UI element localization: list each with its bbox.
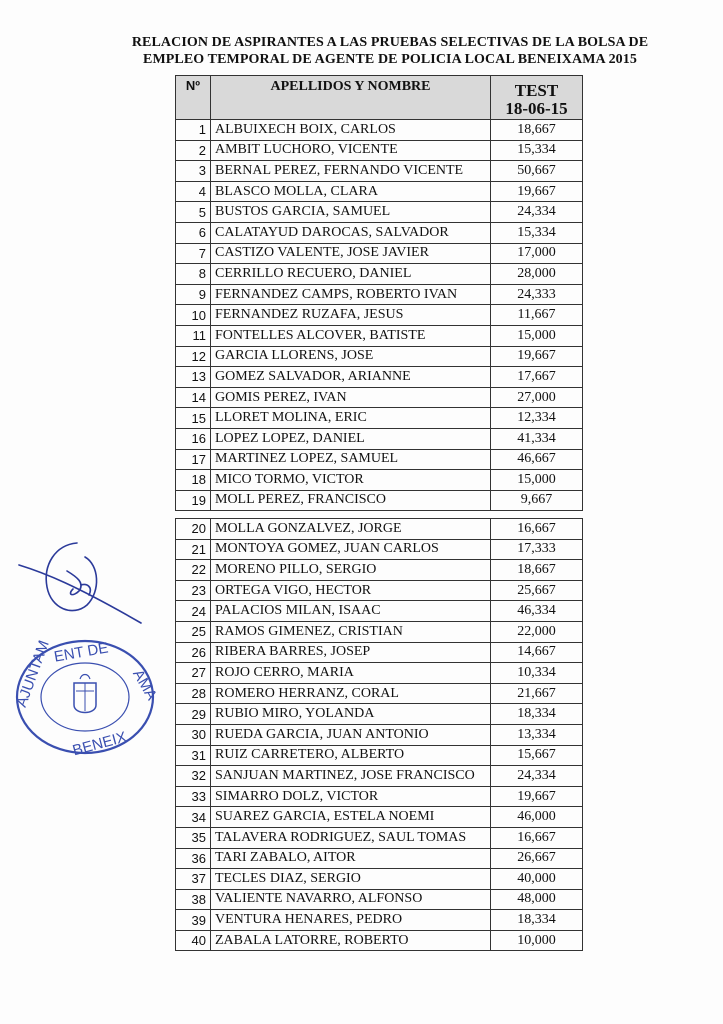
row-name: SANJUAN MARTINEZ, JOSE FRANCISCO: [211, 766, 491, 787]
row-number: 14: [176, 387, 211, 408]
table-row: [176, 202, 583, 223]
row-score: 17,667: [491, 367, 583, 388]
table-row: [176, 766, 583, 787]
table-header-row: [176, 76, 583, 120]
row-name: GOMEZ SALVADOR, ARIANNE: [211, 367, 491, 388]
row-name: ZABALA LATORRE, ROBERTO: [211, 930, 491, 951]
header-test: [491, 76, 583, 120]
row-score: 15,667: [491, 745, 583, 766]
table-row: [176, 848, 583, 869]
row-score: 17,000: [491, 243, 583, 264]
row-name: BLASCO MOLLA, CLARA: [211, 181, 491, 202]
row-score: 50,667: [491, 161, 583, 182]
title-line-2: EMPLEO TEMPORAL DE AGENTE DE POLICIA LOCAL BENEIXAMA 2015: [143, 52, 637, 67]
row-number: 7: [176, 243, 211, 264]
row-number: 38: [176, 889, 211, 910]
row-score: 12,334: [491, 408, 583, 429]
table-row: [176, 889, 583, 910]
row-number: 23: [176, 580, 211, 601]
row-score: 18,334: [491, 910, 583, 931]
row-score: 15,334: [491, 222, 583, 243]
row-number: 20: [176, 519, 211, 540]
table-row: [176, 264, 583, 285]
row-name: BUSTOS GARCIA, SAMUEL: [211, 202, 491, 223]
row-score: 22,000: [491, 621, 583, 642]
row-name: SUAREZ GARCIA, ESTELA NOEMI: [211, 807, 491, 828]
table-row: [176, 346, 583, 367]
row-score: 48,000: [491, 889, 583, 910]
row-score: 19,667: [491, 786, 583, 807]
row-number: 15: [176, 408, 211, 429]
row-name: MORENO PILLO, SERGIO: [211, 560, 491, 581]
table-row: [176, 786, 583, 807]
row-score: 18,334: [491, 704, 583, 725]
document-title: [95, 34, 685, 68]
table-row: [176, 243, 583, 264]
row-name: CASTIZO VALENTE, JOSE JAVIER: [211, 243, 491, 264]
row-name: ROJO CERRO, MARIA: [211, 663, 491, 684]
row-score: 27,000: [491, 387, 583, 408]
table-row: [176, 408, 583, 429]
row-name: RUEDA GARCIA, JUAN ANTONIO: [211, 724, 491, 745]
row-score: 13,334: [491, 724, 583, 745]
row-number: 12: [176, 346, 211, 367]
table-body-part-1: [176, 120, 583, 511]
row-score: 18,667: [491, 120, 583, 141]
table-row: [176, 305, 583, 326]
row-number: 17: [176, 449, 211, 470]
header-test-date: 18-06-15: [505, 99, 568, 118]
row-number: 2: [176, 140, 211, 161]
seal-text-top: ENT DE: [52, 639, 110, 666]
row-name: FERNANDEZ RUZAFA, JESUS: [211, 305, 491, 326]
row-score: 26,667: [491, 848, 583, 869]
row-name: ORTEGA VIGO, HECTOR: [211, 580, 491, 601]
row-number: 6: [176, 222, 211, 243]
table-row: [176, 449, 583, 470]
row-number: 29: [176, 704, 211, 725]
table-row: [176, 120, 583, 141]
row-number: 5: [176, 202, 211, 223]
row-name: ALBUIXECH BOIX, CARLOS: [211, 120, 491, 141]
table-row: [176, 387, 583, 408]
table-row: [176, 642, 583, 663]
row-number: 30: [176, 724, 211, 745]
header-number: Nº: [176, 76, 211, 120]
row-name: MONTOYA GOMEZ, JUAN CARLOS: [211, 539, 491, 560]
row-score: 15,334: [491, 140, 583, 161]
row-name: ROMERO HERRANZ, CORAL: [211, 683, 491, 704]
table-row: [176, 807, 583, 828]
table-row: [176, 428, 583, 449]
table-row: [176, 222, 583, 243]
signature: [15, 525, 155, 635]
row-name: SIMARRO DOLZ, VICTOR: [211, 786, 491, 807]
table-row: [176, 827, 583, 848]
table-row: [176, 580, 583, 601]
row-number: 10: [176, 305, 211, 326]
row-number: 18: [176, 470, 211, 491]
row-number: 16: [176, 428, 211, 449]
row-score: 14,667: [491, 642, 583, 663]
seal-text-left: AJUNTAM: [12, 638, 53, 710]
table-row: [176, 181, 583, 202]
row-number: 31: [176, 745, 211, 766]
table-row: [176, 724, 583, 745]
row-score: 16,667: [491, 827, 583, 848]
header-test-label: TEST: [514, 81, 559, 100]
seal-text-right: AMA: [129, 666, 160, 704]
row-number: 36: [176, 848, 211, 869]
table-row: [176, 663, 583, 684]
row-score: 28,000: [491, 264, 583, 285]
row-score: 41,334: [491, 428, 583, 449]
row-number: 11: [176, 325, 211, 346]
row-score: 19,667: [491, 181, 583, 202]
row-number: 32: [176, 766, 211, 787]
row-number: 26: [176, 642, 211, 663]
municipal-seal: [10, 635, 160, 760]
row-score: 19,667: [491, 346, 583, 367]
row-number: 8: [176, 264, 211, 285]
row-score: 46,667: [491, 449, 583, 470]
table-row: [176, 367, 583, 388]
seal-text-bottom: BENEIX: [70, 728, 129, 760]
row-number: 4: [176, 181, 211, 202]
row-number: 1: [176, 120, 211, 141]
row-name: GARCIA LLORENS, JOSE: [211, 346, 491, 367]
row-score: 10,334: [491, 663, 583, 684]
title-line-1: RELACION DE ASPIRANTES A LAS PRUEBAS SELECTIVAS DE LA BOLSA DE: [131, 35, 649, 50]
row-name: LLORET MOLINA, ERIC: [211, 408, 491, 429]
table-row: [176, 704, 583, 725]
table-row: [176, 140, 583, 161]
row-name: MICO TORMO, VICTOR: [211, 470, 491, 491]
row-score: 24,333: [491, 284, 583, 305]
table-body-part-2: [176, 519, 583, 951]
row-score: 11,667: [491, 305, 583, 326]
row-name: RUBIO MIRO, YOLANDA: [211, 704, 491, 725]
row-score: 16,667: [491, 519, 583, 540]
row-name: VALIENTE NAVARRO, ALFONSO: [211, 889, 491, 910]
row-score: 24,334: [491, 202, 583, 223]
row-number: 40: [176, 930, 211, 951]
table-row: [176, 519, 583, 540]
row-name: CALATAYUD DAROCAS, SALVADOR: [211, 222, 491, 243]
row-name: FONTELLES ALCOVER, BATISTE: [211, 325, 491, 346]
row-number: 21: [176, 539, 211, 560]
table-row: [176, 869, 583, 890]
row-name: MOLL PEREZ, FRANCISCO: [211, 490, 491, 511]
table-row: [176, 683, 583, 704]
row-score: 24,334: [491, 766, 583, 787]
row-name: BERNAL PEREZ, FERNANDO VICENTE: [211, 161, 491, 182]
row-name: TECLES DIAZ, SERGIO: [211, 869, 491, 890]
row-name: GOMIS PEREZ, IVAN: [211, 387, 491, 408]
table-row: [176, 560, 583, 581]
row-name: FERNANDEZ CAMPS, ROBERTO IVAN: [211, 284, 491, 305]
row-number: 27: [176, 663, 211, 684]
results-table-part-1: [175, 75, 583, 511]
row-number: 19: [176, 490, 211, 511]
table-row: [176, 930, 583, 951]
row-name: TALAVERA RODRIGUEZ, SAUL TOMAS: [211, 827, 491, 848]
row-score: 17,333: [491, 539, 583, 560]
table-row: [176, 621, 583, 642]
row-score: 18,667: [491, 560, 583, 581]
row-number: 39: [176, 910, 211, 931]
table-row: [176, 539, 583, 560]
row-name: LOPEZ LOPEZ, DANIEL: [211, 428, 491, 449]
row-name: MARTINEZ LOPEZ, SAMUEL: [211, 449, 491, 470]
row-name: VENTURA HENARES, PEDRO: [211, 910, 491, 931]
row-name: AMBIT LUCHORO, VICENTE: [211, 140, 491, 161]
results-table-part-2: [175, 518, 583, 951]
table-row: [176, 910, 583, 931]
row-number: 33: [176, 786, 211, 807]
row-name: MOLLA GONZALVEZ, JORGE: [211, 519, 491, 540]
row-name: RIBERA BARRES, JOSEP: [211, 642, 491, 663]
table-row: [176, 161, 583, 182]
row-number: 22: [176, 560, 211, 581]
row-number: 24: [176, 601, 211, 622]
row-number: 9: [176, 284, 211, 305]
table-row: [176, 601, 583, 622]
table-row: [176, 284, 583, 305]
row-number: 34: [176, 807, 211, 828]
row-number: 35: [176, 827, 211, 848]
table-row: [176, 490, 583, 511]
row-number: 3: [176, 161, 211, 182]
row-name: PALACIOS MILAN, ISAAC: [211, 601, 491, 622]
header-name: APELLIDOS Y NOMBRE: [211, 76, 491, 120]
row-score: 46,334: [491, 601, 583, 622]
row-score: 15,000: [491, 470, 583, 491]
row-score: 46,000: [491, 807, 583, 828]
table-row: [176, 325, 583, 346]
row-number: 25: [176, 621, 211, 642]
row-score: 15,000: [491, 325, 583, 346]
row-score: 21,667: [491, 683, 583, 704]
row-score: 10,000: [491, 930, 583, 951]
row-name: RAMOS GIMENEZ, CRISTIAN: [211, 621, 491, 642]
row-score: 9,667: [491, 490, 583, 511]
row-score: 25,667: [491, 580, 583, 601]
row-score: 40,000: [491, 869, 583, 890]
row-name: CERRILLO RECUERO, DANIEL: [211, 264, 491, 285]
row-number: 37: [176, 869, 211, 890]
row-name: RUIZ CARRETERO, ALBERTO: [211, 745, 491, 766]
table-row: [176, 745, 583, 766]
table-row: [176, 470, 583, 491]
row-name: TARI ZABALO, AITOR: [211, 848, 491, 869]
row-number: 28: [176, 683, 211, 704]
row-number: 13: [176, 367, 211, 388]
